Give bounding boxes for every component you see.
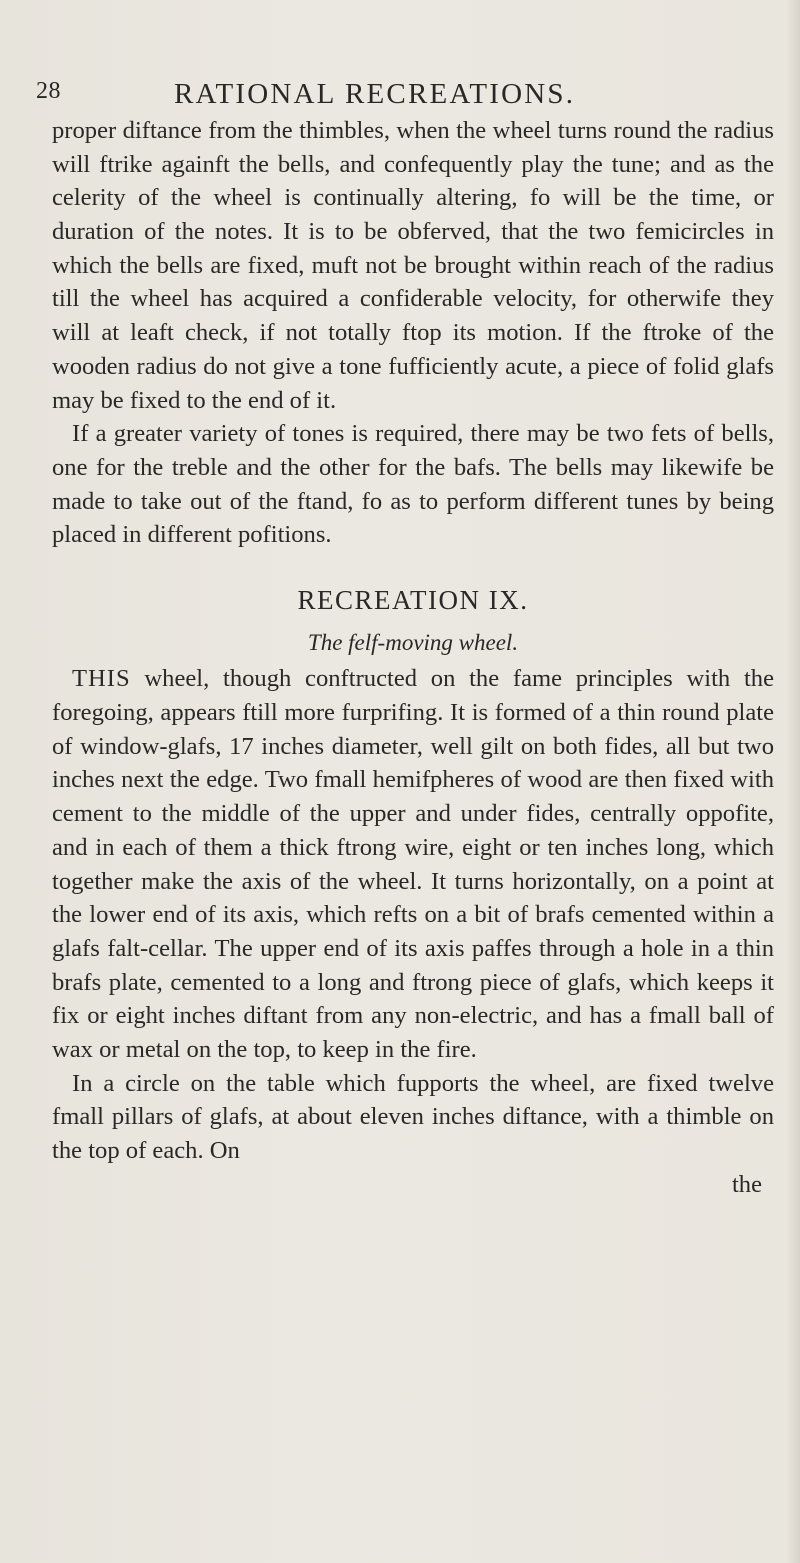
paragraph-3-text: wheel, though conftructed on the fame principles with the foregoing, appears ftill more furprifing. It is formed of a thin round plate of window-glafs, 17 inches diameter, well gilt on both fides, all but two inches next the edge. Two fmall hemifpheres of wood are then fixed with cement to the middle of the upper and under fides, centrally oppofite, and in each of them a thick ftrong wire, eight or ten inches long, which together make the axis of the wheel. It turns horizontally, on a point at the lower end of its axis, which refts on a bit of brafs cemented within a glafs falt-cellar. The upper end of its axis paffes through a hole in a thin brafs plate, cemented to a long and ftrong piece of glafs, which keeps it fix or eight inches diftant from any non-electric, and has a fmall ball of wax or metal on the top, to keep in the fire.: [52, 665, 774, 1063]
page-edge-shadow: [786, 0, 800, 1563]
paragraph-4: In a circle on the table which fupports the wheel, are fixed twelve fmall pillars of glafs, at about eleven inches diftance, with a thimble on the top of each. On: [52, 1069, 774, 1165]
page-header: [36, 78, 756, 112]
paragraph-1: proper diftance from the thimbles, when the wheel turns round the radius will ftrike againft the bells, and confequently play the tune; and as the celerity of the wheel is continually altering, fo will be the time, or duration of the notes. It is to be obferved, that the two femicircles in which the bells are fixed, muft not be brought within reach of the radius till the wheel has acquired a confiderable velocity, for otherwife they will at leaft check, if not totally ftop its motion. If the ftroke of the wooden radius do not give a tone fufficiently acute, a piece of folid glafs may be fixed to the end of it.: [52, 117, 774, 414]
paragraph-3: [52, 662, 774, 1066]
section-title: RECREATION IX.: [297, 584, 529, 615]
paragraph-2: If a greater variety of tones is required, there may be two fets of bells, one for the treble and the other for the bafs. The bells may likewife be made to take out of the ftand, fo as to perform different tunes by being placed in different pofitions.: [52, 420, 774, 549]
section-subtitle: The felf-moving wheel.: [307, 629, 519, 655]
paragraph-3-lead: THIS: [72, 665, 131, 693]
catchword: the: [731, 1170, 762, 1198]
running-head: RATIONAL RECREATIONS.: [174, 78, 576, 110]
body-text: [52, 114, 774, 1201]
page-number: 28: [36, 78, 61, 104]
